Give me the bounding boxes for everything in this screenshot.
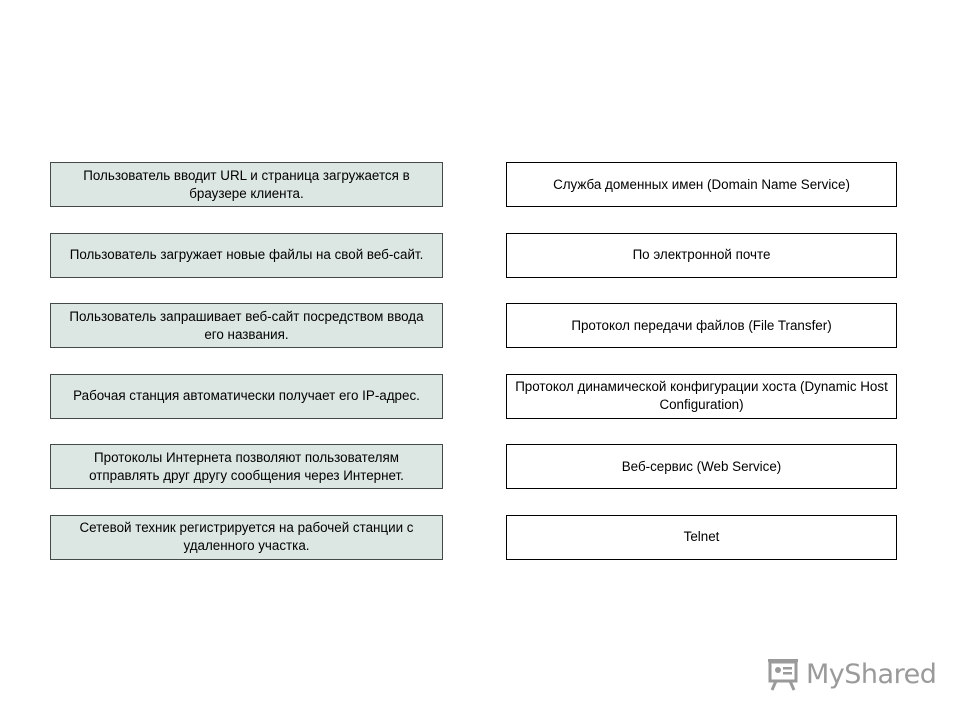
presentation-board-icon bbox=[766, 656, 800, 692]
services-column bbox=[506, 162, 897, 585]
description-box-1[interactable]: Пользователь вводит URL и страница загружается в браузере клиента. bbox=[50, 162, 443, 207]
description-box-5[interactable]: Протоколы Интернета позволяют пользователям отправлять друг другу сообщения через Интернет. bbox=[50, 444, 443, 489]
service-box-1[interactable]: Служба доменных имен (Domain Name Service) bbox=[506, 162, 897, 207]
service-box-5[interactable]: Веб-сервис (Web Service) bbox=[506, 444, 897, 489]
description-box-2[interactable]: Пользователь загружает новые файлы на свой веб-сайт. bbox=[50, 233, 443, 278]
service-box-4[interactable]: Протокол динамической конфигурации хоста (Dynamic Host Configuration) bbox=[506, 374, 897, 419]
description-box-6[interactable]: Сетевой техник регистрируется на рабочей станции с удаленного участка. bbox=[50, 515, 443, 560]
service-box-3[interactable]: Протокол передачи файлов (File Transfer) bbox=[506, 303, 897, 348]
service-box-2[interactable]: По электронной почте bbox=[506, 233, 897, 278]
service-box-6[interactable]: Telnet bbox=[506, 515, 897, 560]
descriptions-column bbox=[50, 162, 443, 585]
description-box-3[interactable]: Пользователь запрашивает веб-сайт посредством ввода его названия. bbox=[50, 303, 443, 348]
myshared-logo-text: MyShared bbox=[806, 658, 937, 690]
myshared-logo bbox=[766, 652, 936, 696]
description-box-4[interactable]: Рабочая станция автоматически получает его IP-адрес. bbox=[50, 374, 443, 419]
